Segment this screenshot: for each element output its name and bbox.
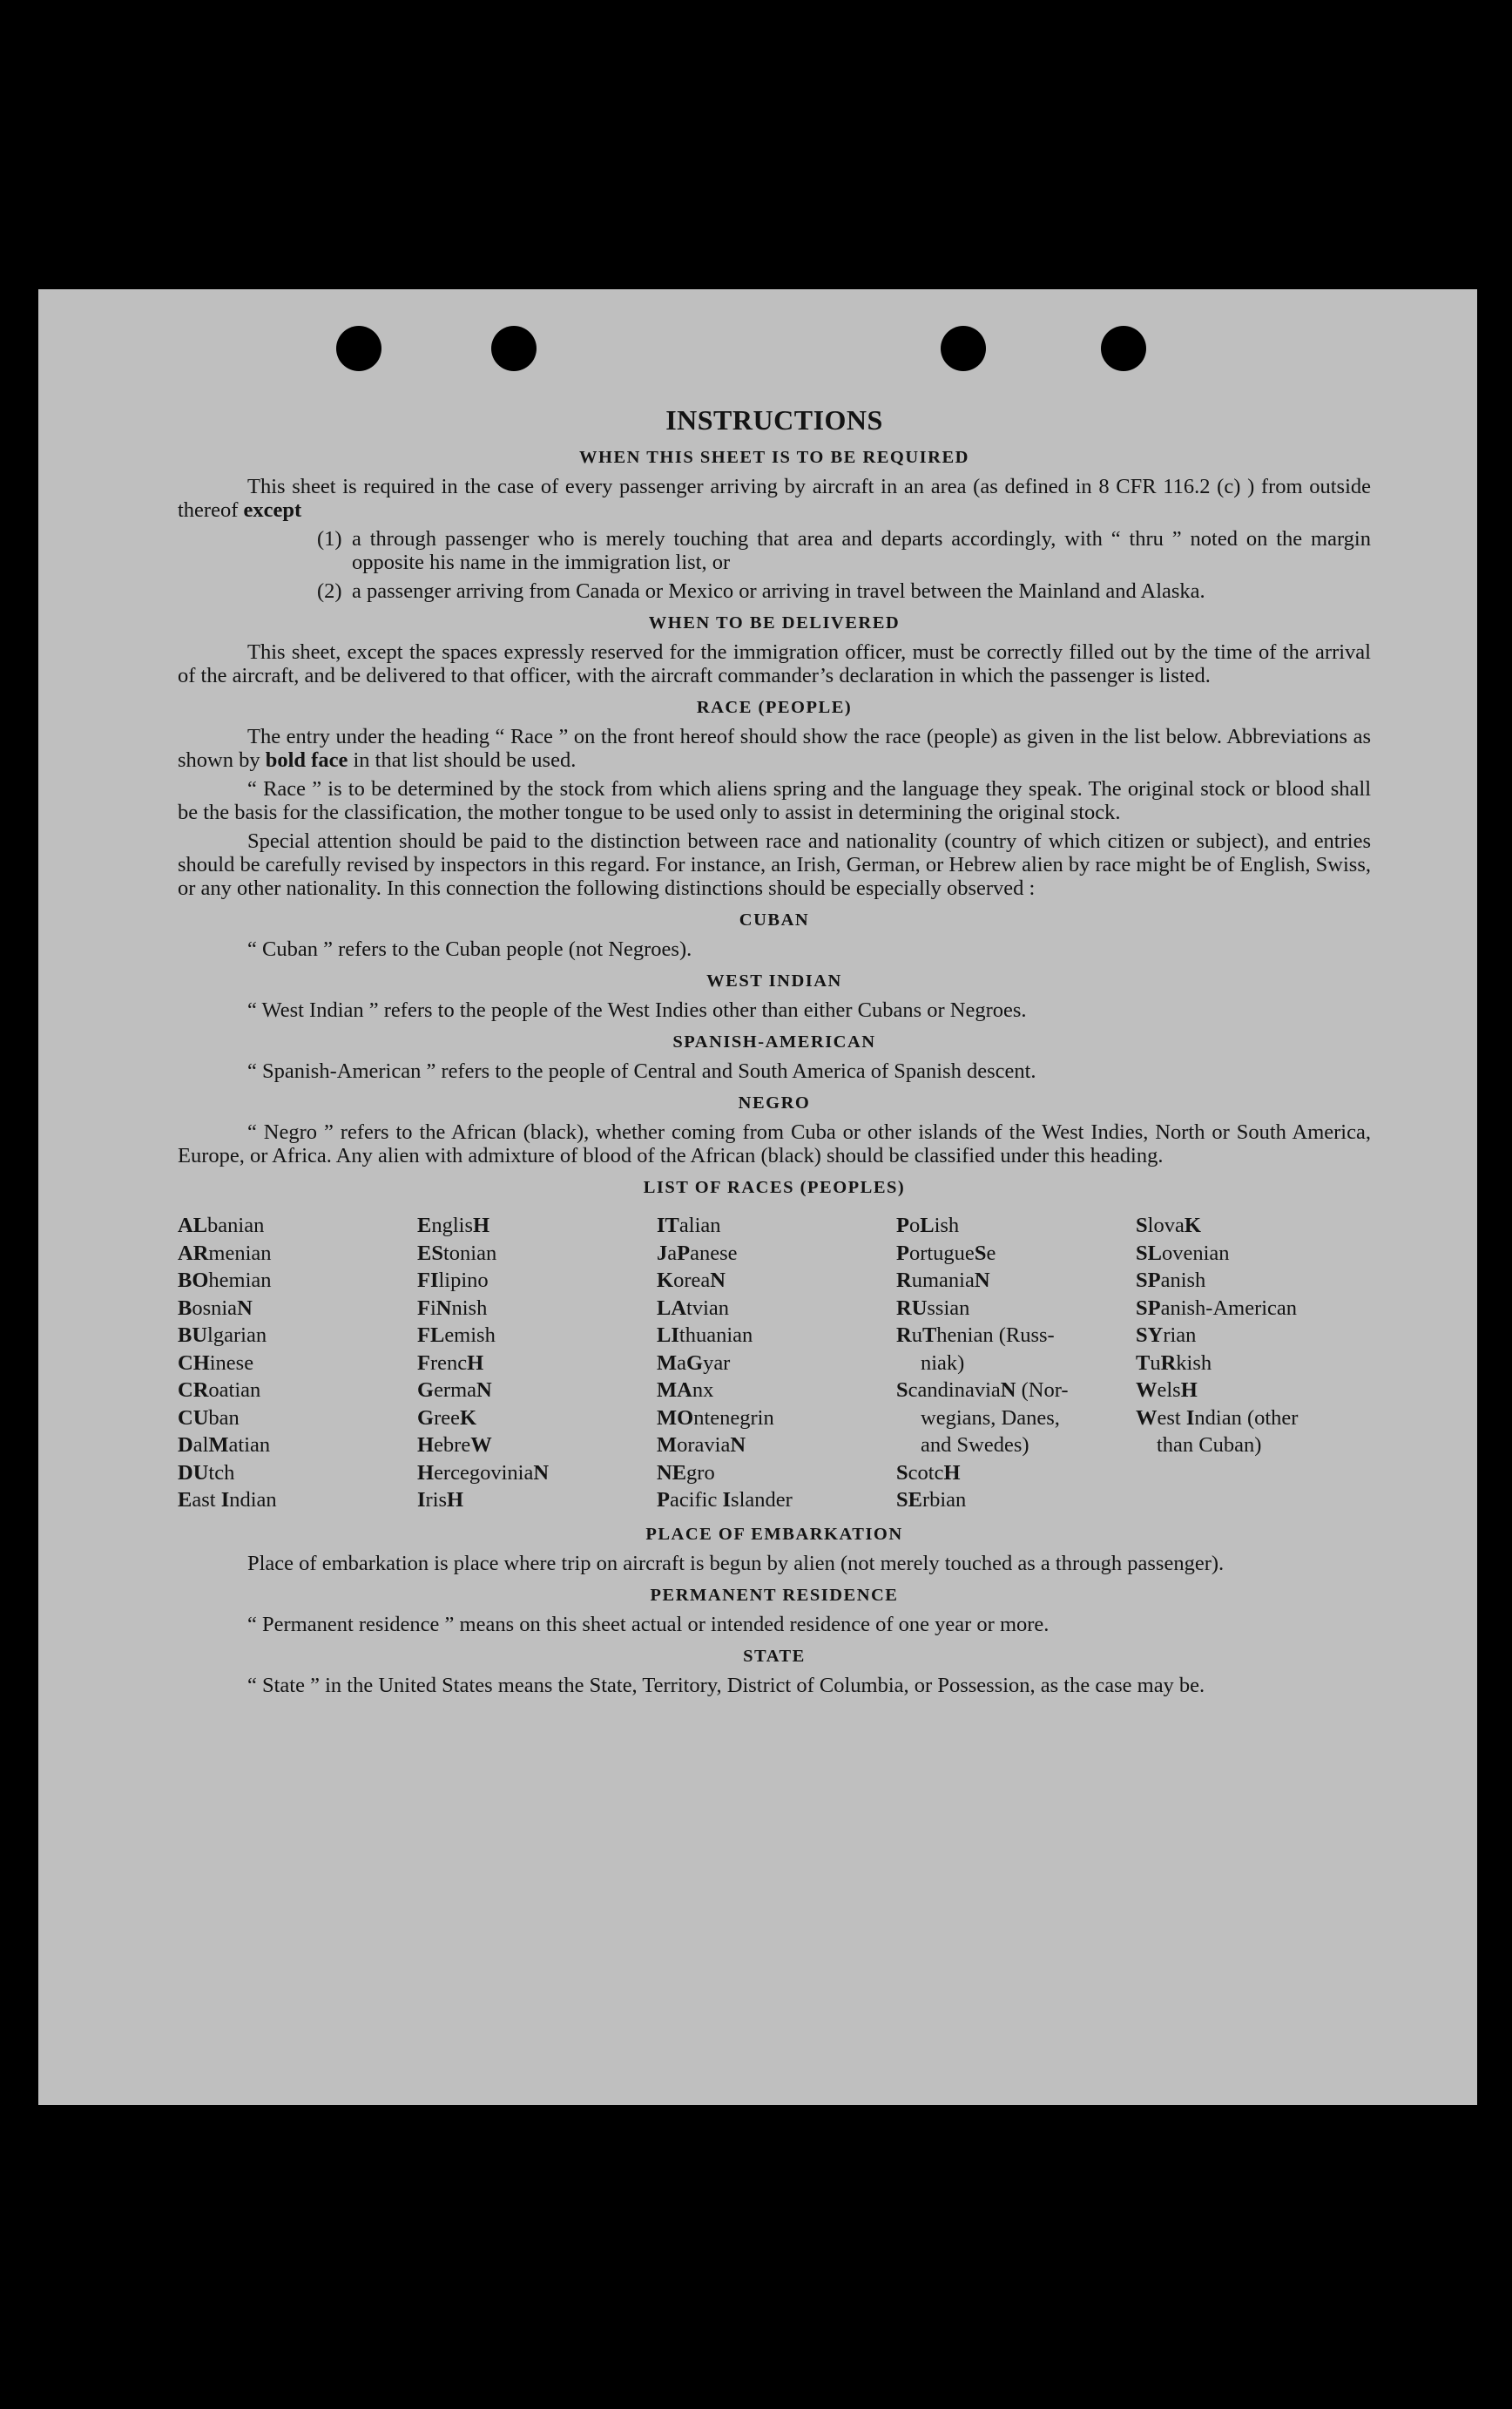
section-heading: LIST OF RACES (PEOPLES) — [643, 1178, 906, 1197]
race-text: ercegovinia — [434, 1460, 534, 1485]
race-abbrev: K — [459, 1405, 477, 1430]
list-number: (1) — [317, 527, 342, 551]
paragraph: Place of embarkation is place where trip on aircraft is begun by alien (not merely touched as a through passenger). — [247, 1551, 1225, 1575]
races-column — [178, 1212, 417, 1514]
list-item — [317, 527, 1371, 574]
race-abbrev: BU — [178, 1323, 208, 1347]
race-abbrev: CR — [178, 1378, 209, 1402]
race-entry — [1136, 1377, 1371, 1404]
race-text: candinavia — [908, 1378, 1001, 1402]
race-text: tch — [208, 1460, 235, 1485]
race-entry — [417, 1295, 657, 1323]
section-heading: WEST INDIAN — [706, 971, 842, 991]
race-text: thuanian — [678, 1323, 753, 1347]
race-text: nish — [451, 1296, 488, 1320]
list-text: a through passenger who is merely touching that area and departs accordingly, with “ thru ” noted on the margin opposite his name in the immigration list, or — [352, 527, 1371, 574]
race-abbrev: K — [657, 1269, 674, 1292]
race-abbrev: S — [1136, 1214, 1148, 1237]
race-text: tonian — [442, 1241, 497, 1265]
race-entry — [657, 1322, 896, 1350]
race-abbrev: T — [921, 1323, 937, 1347]
race-abbrev: H — [447, 1488, 464, 1512]
race-text: henian (Russ- — [936, 1323, 1055, 1347]
race-abbrev: R — [896, 1323, 912, 1347]
race-entry — [896, 1404, 1136, 1432]
race-entry — [417, 1267, 657, 1295]
race-abbrev: J — [657, 1241, 668, 1265]
race-abbrev: D — [178, 1433, 193, 1457]
race-abbrev: N — [1000, 1378, 1016, 1402]
race-entry — [178, 1404, 417, 1432]
race-abbrev: SL — [1136, 1241, 1162, 1265]
paragraph: “ Cuban ” refers to the Cuban people (not Negroes). — [247, 937, 692, 961]
race-abbrev: G — [417, 1405, 435, 1430]
race-abbrev: SE — [896, 1488, 922, 1512]
race-entry — [417, 1377, 657, 1404]
race-entry — [657, 1350, 896, 1377]
race-abbrev: AR — [178, 1241, 209, 1265]
section-heading: PLACE OF EMBARKATION — [645, 1524, 903, 1544]
section-heading: CUBAN — [739, 910, 810, 930]
section-heading: PERMANENT RESIDENCE — [650, 1585, 899, 1605]
race-abbrev: N — [974, 1269, 990, 1292]
race-entry — [1136, 1295, 1371, 1323]
race-text: nglis — [431, 1214, 473, 1237]
list-item — [317, 579, 1371, 603]
race-entry — [657, 1404, 896, 1432]
race-entry — [896, 1431, 1136, 1459]
race-text: atian — [228, 1433, 271, 1457]
race-abbrev: BO — [178, 1269, 209, 1292]
punch-hole — [1101, 326, 1146, 371]
race-text: erma — [434, 1378, 477, 1402]
race-abbrev: IT — [657, 1214, 679, 1237]
paragraph: “ Race ” is to be determined by the stock from which aliens spring and the language they speak. The original stock or blood shall be the basis for the classification, the mother tongue to be used only to assist in determining the original stock. — [178, 777, 1371, 824]
race-text: o — [908, 1214, 921, 1237]
punch-hole — [491, 326, 537, 371]
race-entry — [896, 1486, 1136, 1514]
race-entry — [417, 1404, 657, 1432]
race-entry — [178, 1459, 417, 1487]
race-abbrev: G — [686, 1350, 704, 1375]
race-text: rbian — [921, 1488, 967, 1512]
race-entry — [178, 1322, 417, 1350]
race-text: lipino — [438, 1269, 489, 1292]
race-abbrev: S — [974, 1241, 987, 1265]
race-text: i — [429, 1296, 436, 1320]
race-entry — [1136, 1431, 1371, 1459]
race-abbrev: R — [1160, 1350, 1177, 1375]
paragraph: This sheet, except the spaces expressly reserved for the immigration officer, must be correctly filled out by the time of the arrival of the aircraft, and be delivered to that officer, with the aircraft commander’s declaration in which the passenger is listed. — [178, 640, 1371, 687]
race-text: niak) — [921, 1350, 965, 1375]
race-abbrev: CU — [178, 1405, 209, 1430]
race-abbrev: I — [1185, 1405, 1195, 1430]
race-abbrev: B — [178, 1296, 192, 1320]
list-text: a passenger arriving from Canada or Mexico or arriving in travel between the Mainland and Alaska. — [352, 579, 1205, 603]
race-text: osnia — [192, 1296, 238, 1320]
race-text: menian — [208, 1241, 272, 1265]
race-text: yar — [703, 1350, 731, 1375]
race-abbrev: H — [943, 1460, 961, 1485]
race-entry — [657, 1295, 896, 1323]
paragraph: “ Negro ” refers to the African (black), whether coming from Cuba or other islands of the West Indies, North or South America, Europe, or Africa. Any alien with admixture of blood of the African (black) should be classified under this heading. — [178, 1120, 1371, 1167]
race-text: than Cuban) — [1157, 1433, 1262, 1457]
paragraph-bold: except — [243, 498, 302, 522]
race-abbrev: N — [730, 1433, 746, 1457]
race-entry — [1136, 1212, 1371, 1240]
race-text: u — [911, 1323, 922, 1347]
race-text: renc — [429, 1350, 468, 1375]
race-entry — [896, 1267, 1136, 1295]
race-text: ris — [425, 1488, 448, 1512]
race-abbrev: S — [896, 1378, 908, 1402]
instructions-content — [178, 403, 1371, 1702]
race-text: anish-American — [1160, 1296, 1298, 1320]
race-abbrev: L — [920, 1214, 935, 1237]
race-entry — [657, 1267, 896, 1295]
race-entry — [657, 1431, 896, 1459]
races-column — [657, 1212, 896, 1514]
race-text: inese — [209, 1350, 254, 1375]
race-entry — [896, 1212, 1136, 1240]
race-entry — [417, 1322, 657, 1350]
race-abbrev: W — [1136, 1378, 1158, 1402]
race-abbrev: MA — [657, 1378, 692, 1402]
race-entry — [896, 1322, 1136, 1350]
race-entry — [896, 1240, 1136, 1268]
race-text: anish — [1160, 1269, 1206, 1292]
section-heading: WHEN TO BE DELIVERED — [648, 613, 901, 633]
race-entry — [417, 1459, 657, 1487]
race-abbrev: N — [237, 1296, 253, 1320]
race-text: kish — [1176, 1350, 1212, 1375]
race-text: ndian — [229, 1488, 277, 1512]
paragraph — [178, 475, 1371, 522]
race-abbrev: I — [220, 1488, 230, 1512]
paragraph: “ State ” in the United States means the State, Territory, District of Columbia, or Possession, as the case may be. — [247, 1673, 1205, 1697]
race-abbrev: M — [208, 1433, 229, 1457]
race-text: u — [1150, 1350, 1161, 1375]
race-abbrev: H — [467, 1350, 484, 1375]
race-abbrev: F — [417, 1296, 430, 1320]
race-abbrev: P — [896, 1214, 909, 1237]
race-entry — [1136, 1350, 1371, 1377]
race-abbrev: N — [476, 1378, 492, 1402]
race-text: ntenegrin — [693, 1405, 774, 1430]
race-entry — [178, 1295, 417, 1323]
race-abbrev: SP — [1136, 1296, 1161, 1320]
paragraph-text: This sheet is required in the case of every passenger arriving by aircraft in an area (as defined in 8 CFR 116.2 (c) ) from outside thereof — [178, 475, 1371, 522]
race-abbrev: H — [473, 1214, 490, 1237]
paragraph: Special attention should be paid to the distinction between race and nationality (country of which citizen or subject), and entries should be carefully revised by inspectors in this regard. For instance, an Irish, German, or Hebrew alien by race might be of English, Swiss, or any other nationality. In this connection the following distinctions should be especially observed : — [178, 829, 1371, 900]
race-text: a — [677, 1350, 686, 1375]
race-text: and Swedes) — [921, 1433, 1029, 1457]
race-entry — [896, 1350, 1136, 1377]
race-entry — [657, 1240, 896, 1268]
section-heading: SPANISH-AMERICAN — [672, 1032, 876, 1052]
race-abbrev: E — [417, 1214, 432, 1237]
race-abbrev: FI — [417, 1269, 439, 1292]
race-abbrev: H — [1180, 1378, 1198, 1402]
race-abbrev: MO — [657, 1405, 694, 1430]
race-abbrev: P — [657, 1488, 670, 1512]
race-entry — [178, 1212, 417, 1240]
race-text: e — [986, 1241, 996, 1265]
race-entry — [417, 1486, 657, 1514]
race-abbrev: F — [417, 1350, 430, 1375]
race-text: ban — [208, 1405, 240, 1430]
race-abbrev: ES — [417, 1241, 443, 1265]
race-abbrev: AL — [178, 1214, 208, 1237]
race-abbrev: M — [657, 1433, 678, 1457]
race-abbrev: G — [417, 1378, 435, 1402]
race-abbrev: LI — [657, 1323, 679, 1347]
race-entry — [417, 1212, 657, 1240]
race-entry — [1136, 1240, 1371, 1268]
race-abbrev: CH — [178, 1350, 210, 1375]
race-text: ish — [934, 1214, 960, 1237]
races-column — [417, 1212, 657, 1514]
list-number: (2) — [317, 579, 342, 603]
race-text: ovenian — [1161, 1241, 1230, 1265]
race-text: wegians, Danes, — [921, 1405, 1060, 1430]
race-abbrev: N — [710, 1269, 726, 1292]
race-text: hemian — [208, 1269, 272, 1292]
race-abbrev: N — [533, 1460, 550, 1485]
race-entry — [178, 1377, 417, 1404]
race-entry — [178, 1486, 417, 1514]
race-entry — [1136, 1322, 1371, 1350]
page-title: INSTRUCTIONS — [665, 404, 883, 436]
race-abbrev: NE — [657, 1460, 687, 1485]
race-text: cotc — [908, 1460, 944, 1485]
races-column — [1136, 1212, 1371, 1514]
race-text: a — [667, 1241, 678, 1265]
race-abbrev: FL — [417, 1323, 445, 1347]
race-abbrev: H — [417, 1433, 435, 1457]
race-text: nx — [692, 1378, 714, 1402]
race-abbrev: I — [417, 1488, 426, 1512]
race-text: lgarian — [207, 1323, 267, 1347]
race-entry — [178, 1240, 417, 1268]
race-entry — [896, 1377, 1136, 1404]
race-text: lova — [1147, 1214, 1185, 1237]
races-column — [896, 1212, 1136, 1514]
race-abbrev: RU — [896, 1296, 928, 1320]
paragraph: “ Spanish-American ” refers to the people of Central and South America of Spanish descent. — [247, 1059, 1036, 1083]
race-text: emish — [444, 1323, 496, 1347]
race-text: anese — [690, 1241, 738, 1265]
paragraph: “ Permanent residence ” means on this sheet actual or intended residence of one year or more. — [247, 1612, 1050, 1636]
section-heading: WHEN THIS SHEET IS TO BE REQUIRED — [579, 448, 969, 467]
race-abbrev: S — [896, 1460, 908, 1485]
race-abbrev: SY — [1136, 1323, 1164, 1347]
punch-hole — [336, 326, 381, 371]
race-entry — [417, 1240, 657, 1268]
race-abbrev: N — [435, 1296, 452, 1320]
race-text: acific — [669, 1488, 723, 1512]
section-heading: NEGRO — [738, 1093, 811, 1113]
race-abbrev: W — [470, 1433, 492, 1457]
race-text: umania — [911, 1269, 975, 1292]
race-abbrev: E — [178, 1488, 192, 1512]
race-text: banian — [207, 1214, 265, 1237]
race-abbrev: P — [896, 1241, 909, 1265]
race-abbrev: P — [677, 1241, 691, 1265]
race-entry — [657, 1212, 896, 1240]
race-text: rian — [1163, 1323, 1197, 1347]
race-text: ortugue — [908, 1241, 975, 1265]
race-entry — [896, 1295, 1136, 1323]
race-text: ebre — [434, 1433, 471, 1457]
race-text: oatian — [208, 1378, 261, 1402]
paragraph — [178, 725, 1371, 772]
race-text: orea — [673, 1269, 711, 1292]
race-abbrev: H — [417, 1460, 435, 1485]
race-entry — [896, 1459, 1136, 1487]
paragraph: “ West Indian ” refers to the people of the West Indies other than either Cubans or Negroes. — [247, 998, 1027, 1022]
race-entry — [1136, 1404, 1371, 1432]
race-text: els — [1157, 1378, 1181, 1402]
race-entry — [417, 1350, 657, 1377]
paragraph-bold: bold face — [265, 748, 348, 772]
paragraph-text: The entry under the heading “ Race ” on the front hereof should show the race (people) as given in the list below. Abbreviations as shown by — [178, 725, 1371, 772]
race-text: ndian (other — [1194, 1405, 1299, 1430]
race-entry — [657, 1486, 896, 1514]
races-list — [178, 1212, 1371, 1514]
section-heading: STATE — [743, 1646, 806, 1666]
race-abbrev: I — [722, 1488, 732, 1512]
race-entry — [178, 1350, 417, 1377]
race-text: est — [1157, 1405, 1186, 1430]
race-text: gro — [686, 1460, 715, 1485]
race-text: ssian — [927, 1296, 970, 1320]
race-text: (Nor- — [1016, 1378, 1069, 1402]
race-abbrev: LA — [657, 1296, 687, 1320]
race-entry — [657, 1377, 896, 1404]
race-text: oravia — [677, 1433, 731, 1457]
race-entry — [178, 1431, 417, 1459]
race-abbrev: DU — [178, 1460, 209, 1485]
race-entry — [417, 1431, 657, 1459]
race-entry — [1136, 1267, 1371, 1295]
race-text: ree — [434, 1405, 460, 1430]
race-text: alian — [678, 1214, 721, 1237]
race-abbrev: R — [896, 1269, 912, 1292]
race-abbrev: SP — [1136, 1269, 1161, 1292]
race-abbrev: T — [1136, 1350, 1151, 1375]
punch-hole — [941, 326, 986, 371]
document-sheet — [38, 289, 1477, 2105]
race-text: al — [192, 1433, 209, 1457]
race-abbrev: W — [1136, 1405, 1158, 1430]
race-text: ast — [192, 1488, 221, 1512]
race-entry — [657, 1459, 896, 1487]
race-abbrev: K — [1184, 1214, 1201, 1237]
race-text: tvian — [686, 1296, 730, 1320]
race-text: slander — [731, 1488, 793, 1512]
race-abbrev: M — [657, 1350, 678, 1375]
race-entry — [178, 1267, 417, 1295]
section-heading: RACE (PEOPLE) — [696, 698, 853, 717]
paragraph-text: in that list should be used. — [353, 748, 577, 772]
